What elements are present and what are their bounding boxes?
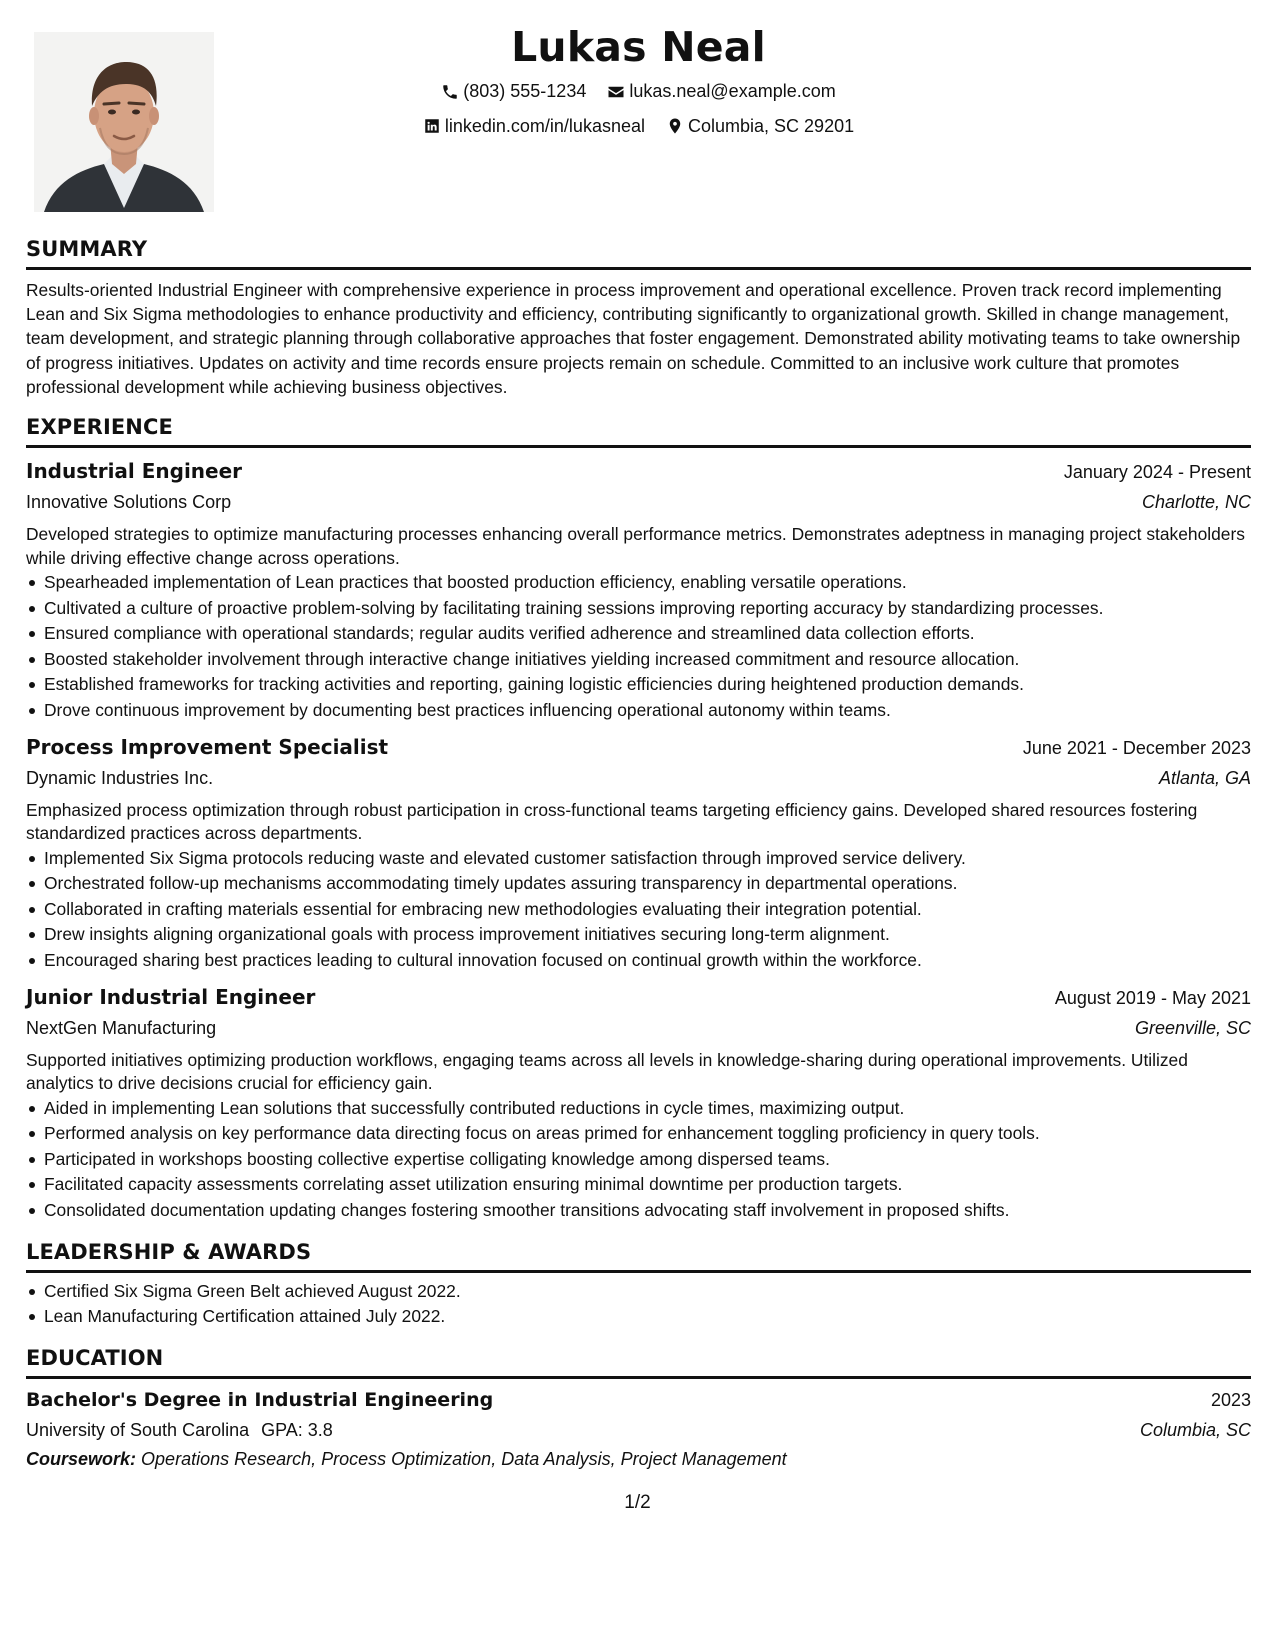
award-item: Certified Six Sigma Green Belt achieved August 2022. — [44, 1279, 1251, 1305]
bullet-item: Aided in implementing Lean solutions that successfully contributed reductions in cycle times, maximizing output. — [44, 1096, 1251, 1122]
job-location: Greenville, SC — [1134, 1017, 1251, 1038]
candidate-name: Lukas Neal — [511, 23, 766, 71]
location-contact — [666, 111, 854, 142]
job-dates: August 2019 - May 2021 — [1054, 987, 1251, 1008]
summary-section — [26, 235, 1251, 399]
location-text: Columbia, SC 29201 — [688, 115, 855, 136]
education-section — [26, 1344, 1251, 1473]
job-bullets — [26, 1096, 1251, 1224]
job-bullets — [26, 570, 1251, 724]
bullet-item: Encouraged sharing best practices leading to cultural innovation focused on continual growth within the workforce. — [44, 948, 1251, 974]
coursework-label: Coursework: — [26, 1448, 137, 1469]
envelope-icon — [607, 83, 625, 101]
linkedin-contact[interactable] — [423, 111, 645, 142]
job-description: Developed strategies to optimize manufacturing processes enhancing overall performance metrics. Demonstrates adeptness in managing project stakeholders while driving effective change across operations. — [26, 524, 1245, 568]
job-entry — [26, 732, 1251, 974]
job-location: Atlanta, GA — [1158, 767, 1251, 788]
linkedin-icon — [423, 117, 441, 135]
bullet-item: Orchestrated follow-up mechanisms accommodating timely updates assuring transparency in departmental operations. — [44, 871, 1251, 897]
awards-heading: LEADERSHIP & AWARDS — [26, 1238, 1251, 1273]
header-center — [26, 18, 1251, 145]
email-text: lukas.neal@example.com — [629, 81, 836, 101]
bullet-item: Performed analysis on key performance data directing focus on areas primed for enhancement toggling proficiency in query tools. — [44, 1121, 1251, 1147]
job-dates: June 2021 - December 2023 — [1022, 737, 1251, 758]
map-pin-icon — [666, 117, 684, 135]
education-entry — [26, 1385, 1251, 1473]
bullet-item: Spearheaded implementation of Lean practices that boosted production efficiency, enabling versatile operations. — [44, 570, 1251, 596]
school-line — [26, 1415, 333, 1445]
bullet-item: Implemented Six Sigma protocols reducing waste and elevated customer satisfaction through improved service delivery. — [44, 846, 1251, 872]
contact-line-2 — [26, 111, 1251, 146]
coursework-line — [26, 1445, 1251, 1473]
job-description: Emphasized process optimization through robust participation in cross-functional teams targeting efficiency gains. Developed shared resources fostering standardized practices across departments. — [26, 799, 1198, 844]
job-description: Supported initiatives optimizing production workflows, engaging teams across all levels in knowledge-sharing during operational improvements. Utilized analytics to drive decisions crucial for efficiency gain. — [26, 1049, 1188, 1094]
job-title: Process Improvement Specialist — [26, 734, 389, 759]
awards-list — [26, 1279, 1251, 1330]
bullet-item: Cultivated a culture of proactive problem-solving by facilitating training sessions improving reporting accuracy by standardizing processes. — [44, 596, 1251, 622]
bullet-item: Facilitated capacity assessments correlating asset utilization ensuring minimal downtime per production targets. — [44, 1172, 1251, 1198]
job-dates: January 2024 - Present — [1063, 462, 1251, 483]
bullet-item: Collaborated in crafting materials essential for embracing new methodologies evaluating their integration potential. — [44, 897, 1251, 923]
resume-header — [26, 0, 1251, 235]
degree-title: Bachelor's Degree in Industrial Engineering — [26, 1388, 494, 1411]
bullet-item: Established frameworks for tracking activities and reporting, gaining logistic efficiencies during heightened production demands. — [44, 672, 1251, 698]
experience-section — [26, 413, 1251, 1224]
graduation-year: 2023 — [1210, 1389, 1251, 1410]
experience-heading: EXPERIENCE — [26, 413, 1251, 448]
gpa: GPA: 3.8 — [261, 1419, 333, 1440]
job-entry — [26, 982, 1251, 1224]
coursework-list: Operations Research, Process Optimization, Data Analysis, Project Management — [141, 1448, 787, 1469]
summary-heading: SUMMARY — [26, 235, 1251, 270]
phone-text: (803) 555-1234 — [463, 81, 587, 101]
award-item: Lean Manufacturing Certification attained July 2022. — [44, 1304, 1251, 1330]
contact-line-1 — [26, 76, 1251, 111]
resume-page — [26, 0, 1251, 1650]
bullet-item: Ensured compliance with operational standards; regular audits verified adherence and streamlined data collection efforts. — [44, 621, 1251, 647]
job-entry — [26, 456, 1251, 724]
bullet-item: Consolidated documentation updating changes fostering smoother transitions advocating staff involvement in proposed shifts. — [44, 1198, 1251, 1224]
phone-icon — [441, 83, 459, 101]
phone-contact[interactable] — [441, 76, 586, 107]
bullet-item: Boosted stakeholder involvement through interactive change initiatives yielding increased commitment and resource allocation. — [44, 647, 1251, 673]
job-title: Junior Industrial Engineer — [26, 984, 316, 1009]
education-heading: EDUCATION — [26, 1344, 1251, 1379]
page-number: 1/2 — [624, 1492, 651, 1513]
awards-section — [26, 1238, 1251, 1330]
summary-text: Results-oriented Industrial Engineer with comprehensive experience in process improvement and operational excellence. Proven track record implementing Lean and Six Sigma methodologies to enhance productivity and efficiency, contributing significantly to organizational growth. Skilled in change management, team development, and strategic planning through collaborative approaches that foster engagement. Demonstrated ability motivating teams to take ownership of progress initiatives. Updates on activity and time records ensure projects remain on schedule. Committed to an inclusive work culture that promotes professional development while achieving business objectives. — [26, 280, 1241, 397]
linkedin-text: linkedin.com/in/lukasneal — [444, 115, 645, 136]
job-company: Dynamic Industries Inc. — [26, 767, 214, 788]
bullet-item: Participated in workshops boosting collective expertise colligating knowledge among dispersed teams. — [44, 1147, 1251, 1173]
school-name: University of South Carolina — [26, 1419, 250, 1440]
job-company: Innovative Solutions Corp — [26, 492, 232, 513]
job-location: Charlotte, NC — [1141, 492, 1251, 513]
job-title: Industrial Engineer — [26, 459, 243, 484]
job-bullets — [26, 846, 1251, 974]
email-contact[interactable] — [607, 76, 835, 107]
bullet-item: Drew insights aligning organizational goals with process improvement initiatives securing long-term alignment. — [44, 922, 1251, 948]
school-location: Columbia, SC — [1139, 1419, 1251, 1440]
job-company: NextGen Manufacturing — [26, 1017, 217, 1038]
bullet-item: Drove continuous improvement by documenting best practices influencing operational autonomy within teams. — [44, 698, 1251, 724]
